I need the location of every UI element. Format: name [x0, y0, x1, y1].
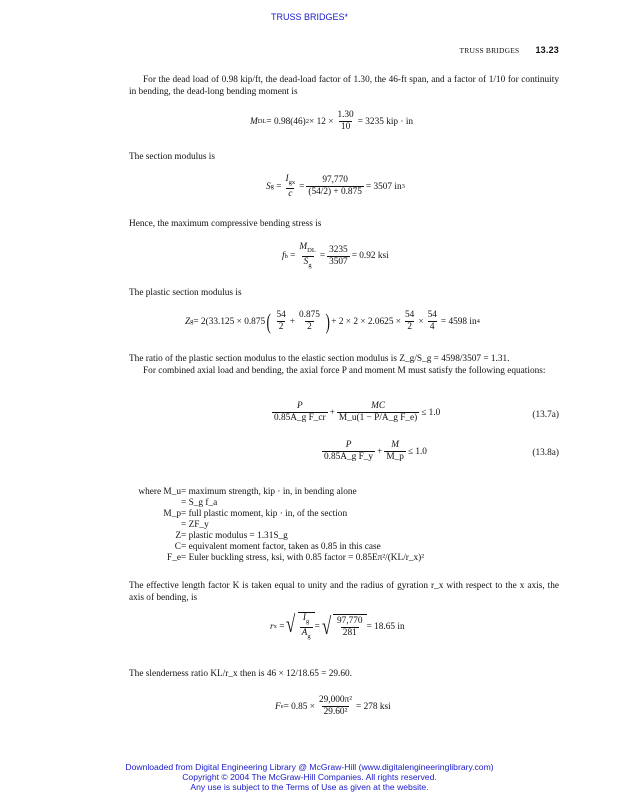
equation-dead-load-moment [250, 110, 413, 133]
equation-label-13-8a: (13.8a) [532, 448, 559, 458]
definition-row: = S_g f_a [181, 498, 218, 508]
equation-euler-stress: F e = 0.85 × $\frac{\text{29,000π²}}{\text{29.60²}}$ = 278 ksi [275, 695, 391, 717]
equation-13-8a: $\frac{P}{\text{0.85A\_g F\_y}}$ + $\frac{M}{M\_p}$ ≤ 1.0 [324, 440, 427, 462]
definition-row: C = equivalent moment factor, taken as 0.85 in this case [174, 542, 381, 552]
eq3-fraction-2: $\frac{3235}{3507}$ [329, 244, 348, 267]
footer-terms[interactable]: Any use is subject to the Terms of Use as given at the website. [190, 782, 429, 792]
footer-copyright: Copyright © 2004 The McGraw-Hill Companies. All rights reserved. [182, 772, 437, 782]
eq1-lhs-sub: DL [257, 118, 267, 125]
paragraph-plastic-modulus: The plastic section modulus is [129, 288, 242, 298]
definition-row: Z = plastic modulus = 1.31S_g [175, 531, 288, 541]
eq1-lhs: M [250, 116, 258, 127]
paragraph-slenderness: The slenderness ratio KL/r_x then is 46 × 12/18.65 = 29.60. [129, 669, 352, 679]
eq3-rhs: = 0.92 ksi [351, 251, 389, 262]
running-head-section: TRUSS BRIDGES [459, 46, 520, 55]
definition-row: F_e = Euler buckling stress, ksi, with 0.85 factor = 0.85Eπ²/(KL/r_x)² [167, 553, 425, 563]
eq2-fraction-1: $\frac{I_{gx}}{c}$ [285, 174, 296, 199]
equation-section-modulus: S g = $\frac{I_{gx}}{c}$ = $\frac{97,770}{(54/2) + 0.875}$ = 3507 in 3 [266, 174, 405, 199]
variable-definitions [129, 487, 424, 564]
footer-download-notice[interactable]: Downloaded from Digital Engineering Library @ McGraw-Hill (www.digitalengineeringlibrary.com) [125, 762, 494, 772]
equation-bending-stress: f b = $\frac{M_{DL}}{S_g}$ = $\frac{3235}{3507}$ = 0.92 ksi [282, 242, 389, 269]
eq1-term-a: = 0.98(46) [266, 116, 306, 127]
equation-label-13-7a: (13.7a) [532, 410, 559, 420]
paragraph-effective-length: The effective length factor K is taken equal to unity and the radius of gyration r_x with respect to the x axis, the axis of bending, is [129, 581, 559, 603]
paragraph-modulus-ratio: The ratio of the plastic section modulus to the elastic section modulus is Z_g/S_g = 4598/3507 = 1.31. [129, 354, 510, 364]
equation-13-7a: $\frac{P}{\text{0.85A\_g F\_cr}}$ + $\frac{MC}{\text{M\_u(1 − P/A\_g F\_e)}}$ ≤ 1.0 [274, 401, 441, 423]
definition-row: M_p = full plastic moment, kip · in, of the section [163, 509, 348, 519]
definition-row: = ZF_y [181, 520, 209, 530]
eq2-fraction-2: $\frac{97,770}{(54/2) + 0.875}$ [308, 175, 362, 198]
book-title-banner: TRUSS BRIDGES* [270, 12, 348, 22]
paragraph-dead-load: For the dead load of 0.98 kip/ft, the dead-load factor of 1.30, the 46-ft span, and a factor of 1/10 for continuity in bending, the dead-long bending moment is [129, 75, 559, 97]
page-number: 13.23 [535, 45, 559, 55]
paragraph-compressive-stress: Hence, the maximum compressive bending stress is [129, 219, 322, 229]
equation-radius-of-gyration: r x = √ $\frac{I_g}{A_g}$ = √ $\frac{97,770}{281}$ = 18.65 in [270, 612, 405, 640]
eq1-sup: 2 [305, 118, 309, 125]
definition-row: where M_u = maximum strength, kip · in, in bending alone [138, 487, 357, 497]
eq1-fraction: $\frac{1.30}{10}$ [337, 110, 354, 132]
eq2-rhs: = 3507 in [365, 181, 402, 192]
eq1-term-b: × 12 × [309, 116, 334, 127]
eq1-rhs: = 3235 kip · in [357, 116, 414, 127]
equation-plastic-modulus: Z g = 2(33.125 × 0.875 ( $\frac{54}{2}$ + $\frac{0.875}{2}$ ) + 2 × 2 × 2.0625 × $\frac{54}{2}$ × $\frac{54}{4}$ = 4598 in 4 [185, 308, 480, 334]
paragraph-combined-load: For combined axial load and bending, the axial force P and moment M must satisfy the following equations: [143, 366, 546, 376]
eq3-fraction-1: $\frac{M_{DL}}{S_g}$ [299, 242, 316, 269]
paragraph-section-modulus: The section modulus is [129, 152, 215, 162]
running-head [459, 45, 559, 55]
